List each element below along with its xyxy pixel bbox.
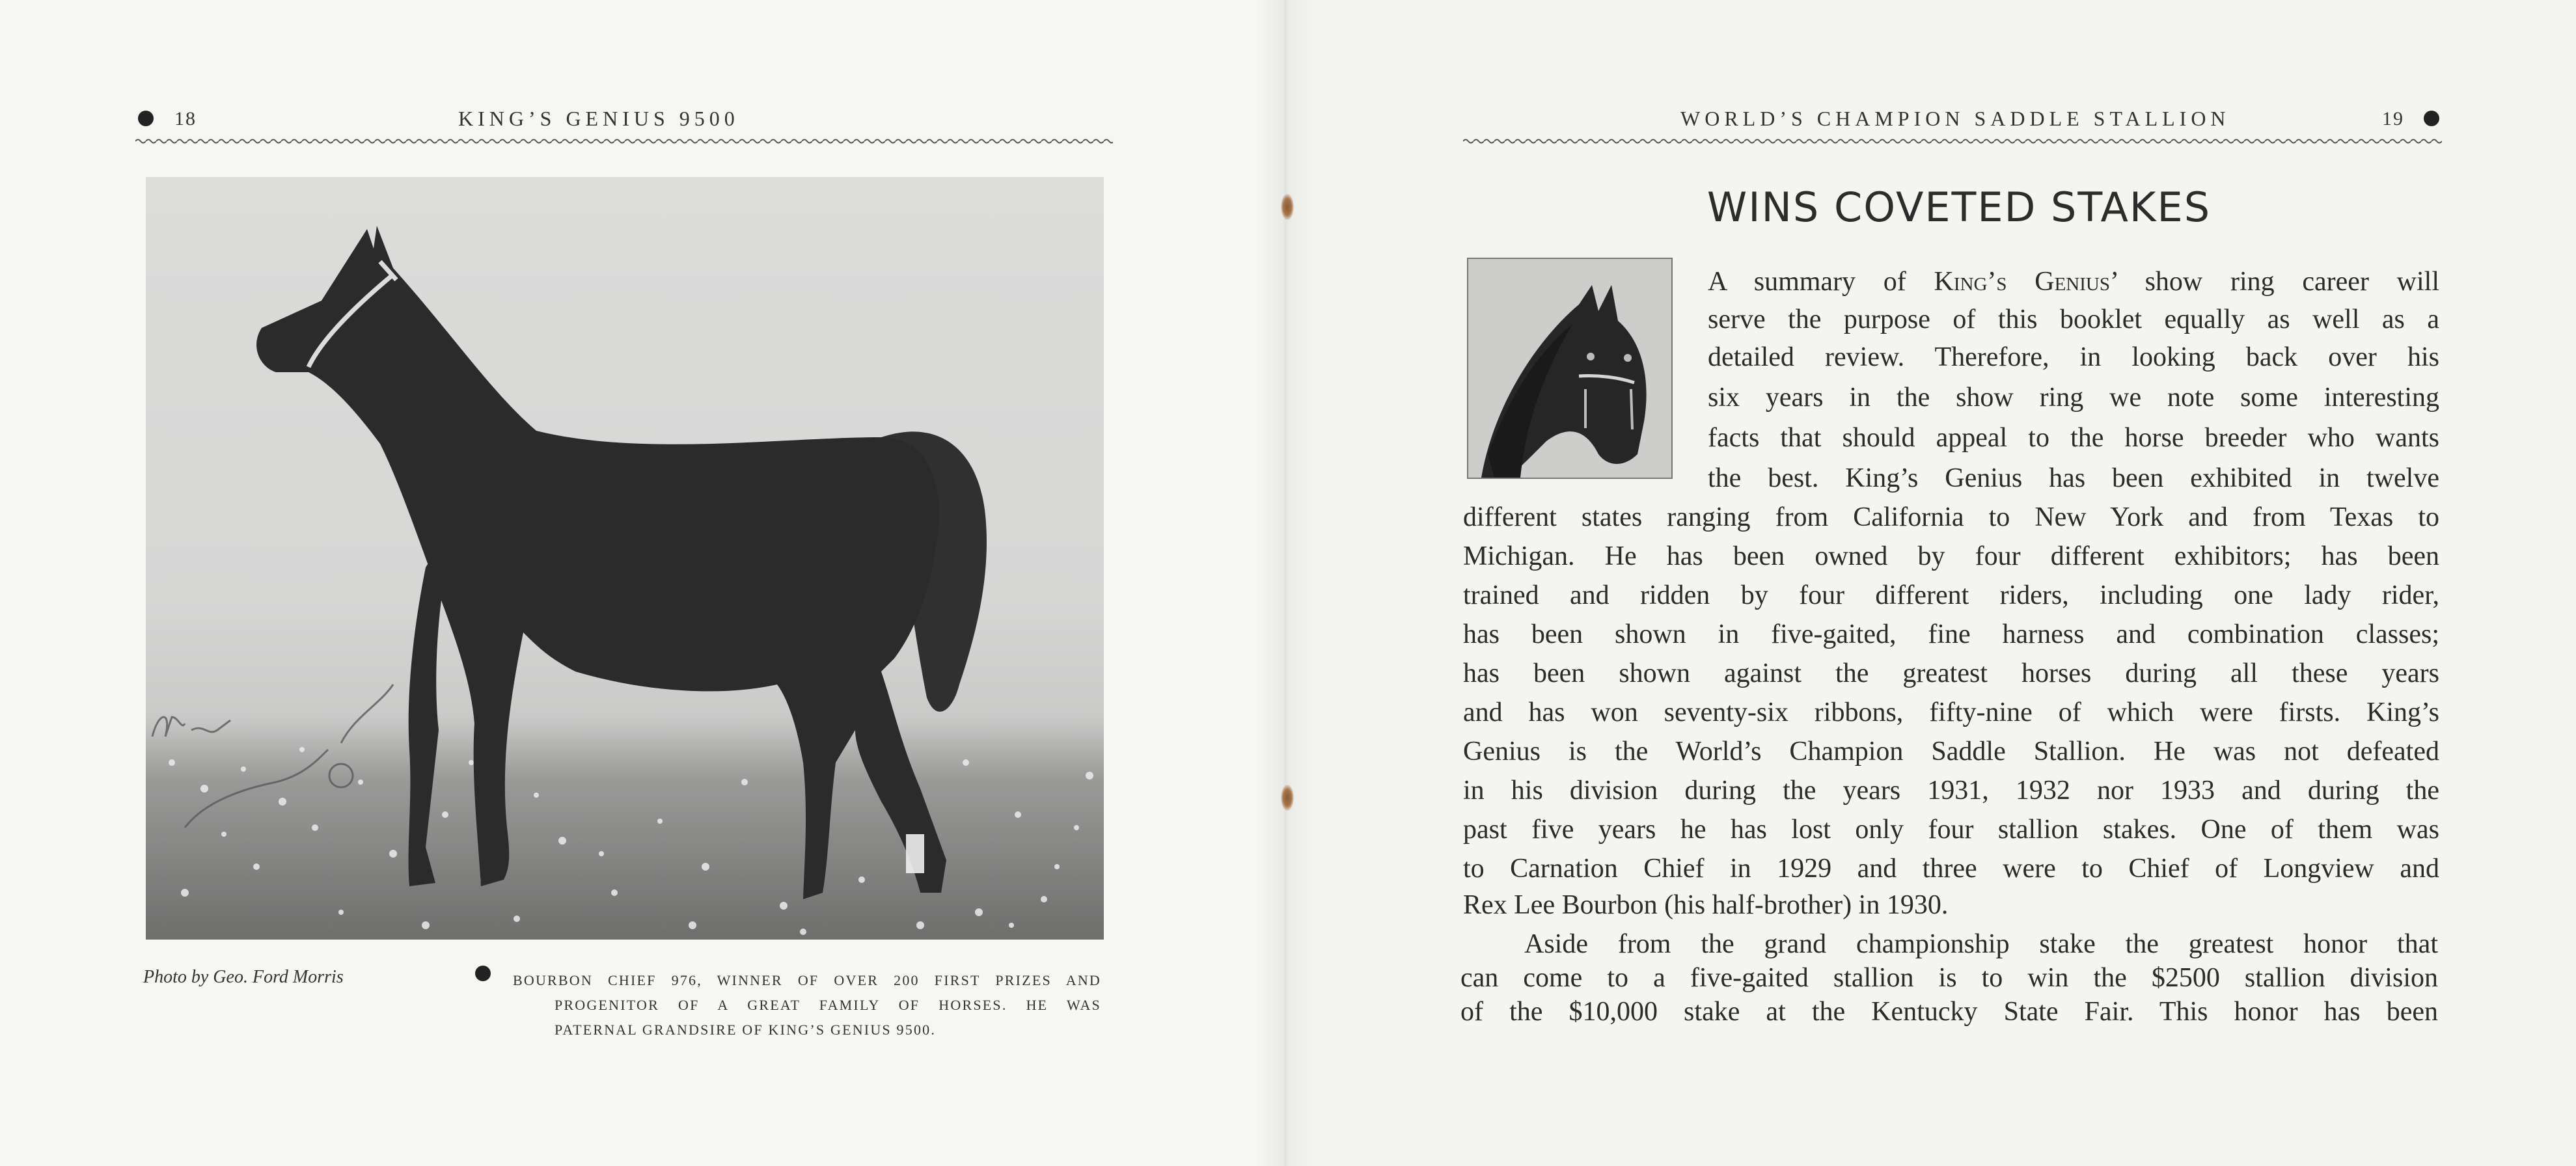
body-line: different states ranging from California to New York and from Texas to [1463, 502, 2439, 532]
body-line: serve the purpose of this booklet equally as well as a [1708, 305, 2439, 334]
page-bullet-right [2424, 111, 2439, 126]
horse-head-thumbnail [1467, 258, 1673, 479]
body-line: can come to a five-gaited stallion is to win the $2500 stallion division [1460, 963, 2438, 993]
body-line: has been shown against the greatest horses during all these years [1463, 658, 2439, 688]
body-line: the best. King’s Genius has been exhibited in twelve [1708, 463, 2439, 493]
wavy-rule-left [135, 137, 1113, 146]
body-line: of the $10,000 stake at the Kentucky State Fair. This honor has been [1460, 997, 2438, 1027]
white-sock [906, 834, 924, 873]
caption-line: BOURBON CHIEF 976, WINNER OF OVER 200 FIRST PRIZES AND [513, 972, 1101, 988]
body-line: Rex Lee Bourbon (his half-brother) in 1930. [1463, 890, 1949, 920]
body-line: detailed review. Therefore, in looking back over his [1708, 342, 2439, 372]
caption-line: PROGENITOR OF A GREAT FAMILY OF HORSES. HE WAS [555, 997, 1101, 1013]
running-head-right: WORLD’S CHAMPION SADDLE STALLION [1680, 107, 2230, 130]
book-gutter [1256, 0, 1315, 1166]
body-line: Genius is the World’s Champion Saddle Stallion. He was not defeated [1463, 737, 2439, 766]
body-line: and has won seventy-six ribbons, fifty-nine of which were firsts. King’s [1463, 698, 2439, 727]
page-number-right: 19 [2382, 108, 2404, 129]
horse-photo [146, 177, 1104, 940]
page-number-left: 18 [174, 108, 197, 129]
staple-mark [1281, 194, 1294, 220]
wavy-rule-right [1463, 137, 2442, 146]
staple-mark [1281, 785, 1294, 811]
body-line: has been shown in five-gaited, fine harness and combination classes; [1463, 619, 2439, 649]
body-line: Aside from the grand championship stake the greatest honor that [1524, 929, 2438, 959]
body-line: facts that should appeal to the horse breeder who wants [1708, 423, 2439, 453]
body-line: Michigan. He has been owned by four different exhibitors; has been [1463, 541, 2439, 571]
caption-bullet [475, 966, 491, 981]
body-line: to Carnation Chief in 1929 and three were to Chief of Longview and [1463, 854, 2439, 884]
body-line: six years in the show ring we note some interesting [1708, 383, 2439, 413]
page-bullet-left [138, 111, 154, 126]
body-line: trained and ridden by four different riders, including one lady rider, [1463, 580, 2439, 610]
photo-credit: Photo by Geo. Ford Morris [143, 967, 344, 987]
running-head-left: KING’S GENIUS 9500 [458, 107, 739, 130]
body-line: past five years he has lost only four stallion stakes. One of them was [1463, 815, 2439, 845]
section-title: WINS COVETED STAKES [1706, 183, 2212, 231]
body-line: A summary of King’s Genius’ show ring career will [1708, 267, 2440, 297]
photo-caption [513, 968, 1101, 1042]
body-line: in his division during the years 1931, 1932 nor 1933 and during the [1463, 776, 2439, 806]
caption-line: PATERNAL GRANDSIRE OF KING’S GENIUS 9500. [555, 1022, 937, 1038]
left-page [0, 0, 1285, 1166]
